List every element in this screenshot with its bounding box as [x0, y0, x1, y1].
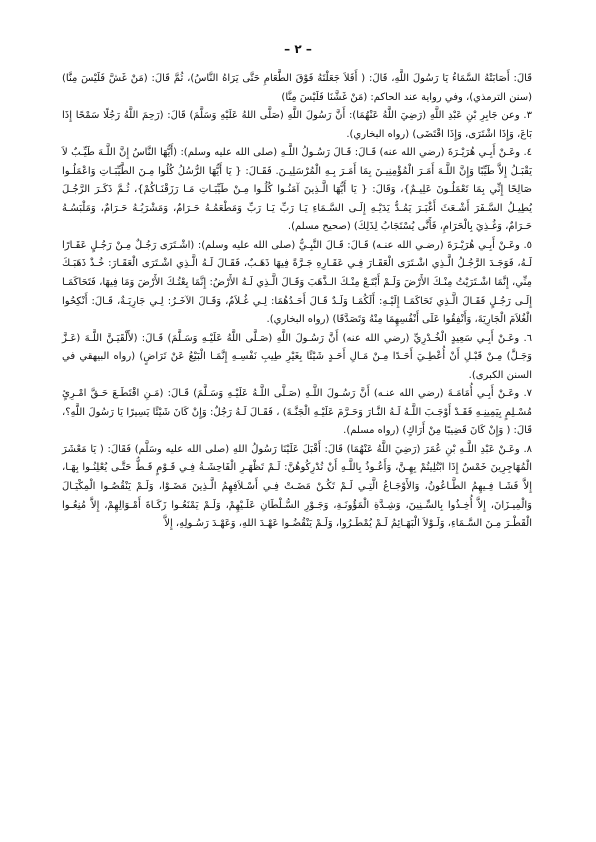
paragraph-hadith-4: ٤. وعَـنْ أَبِـي هُرَيْـرَةَ (رضي الله عنه) قَـالَ: قَـالَ رَسُـولُ اللَّـهِ (صلى الله عليه وسلم): (أَيُّهَا النَّاسُ إِنَّ اللَّـهَ طَيِّـبٌ لاَ يَقْبَـلُ إِلاَّ طَيِّبًا وَإِنَّ اللَّـهَ أَمَـرَ الْمُؤْمِنِيـنَ بِمَا أَمَـرَ بِـهِ الْمُرْسَلِيـنَ. فَقَـالَ: { يَا أَيُّهَا الرُّسُلُ كُلُوا مِـنَ الطَّيِّبَـاتِ وَاعْمَلُـوا صَالِحًا إِنِّي بِمَا تَعْمَلُـونَ عَلِيـمٌ}، وَقَالَ: { يَا أَيُّهَا الَّـذِينَ آمَنُـوا كُلُـوا مِـنْ طَيِّبَـاتِ مَـا رَزَقْنَـاكُمْ}، ثُـمَّ ذَكَـرَ الرَّجُـلَ يُطِيـلُ السَّـفَرَ أَشْـعَثَ أَغْبَـرَ يَمُـدُّ يَدَيْـهِ إِلَـى السَّـمَاءِ يَـا رَبِّ يَـا رَبِّ وَمَطْعَمُـهُ حَـرَامٌ، وَمَشْرَبُـهُ حَـرَامٌ، وَمَلْبَسُـهُ حَـرَامٌ، وَغُـذِيَ بِالْحَرَامِ، فَأَنَّى يُسْتَجَابُ لِذَلِكَ) (صحيح مسلم).	[62, 147, 532, 233]
paragraph-hadith-8: ٨. وعَـنْ عَبْدِ اللَّـهِ بْنِ عُمَرَ (رَضِيَ اللَّهُ عَنْهُمَا) قَالَ: أَقْبَلَ عَلَيْنَا رَسُولُ اللهِ (صلى الله عليه وسَلَّم) فَقَالَ: ( يَا مَعْشَرَ الْمُهَاجِرِينَ خَمْسٌ إِذَا ابْتُلِيتُمْ بِهِـنَّ، وَأَعُـوذُ بِاللَّـهِ أَنْ تُدْرِكُوهُنَّ: لَـمْ تَظْهَـرِ الْفَاحِشَـةُ فِـي قَـوْمٍ قَـطُّ حَتَّـى يُعْلِنُـوا بِهَـا، إِلاَّ فَشَـا فِـيهِمُ الطَّـاعُونُ، وَالأَوْجَـاعُ الَّتِـي لَـمْ تَكُـنْ مَضَـتْ فِـي أَسْـلاَفِهِمُ الَّـذِينَ مَضَـوْا، وَلَـمْ يَنْقُصُـوا الْمِكْيَـالَ وَالْمِيـزَانَ، إِلاَّ أُخِـذُوا بِالسِّـنِينَ، وَشِـدَّةِ الْمَؤُونَـةِ، وَجَـوْرِ السُّـلْطَانِ عَلَـيْهِمْ، وَلَـمْ يَمْنَعُـوا زَكَـاةَ أَمْـوَالِهِمْ، إِلاَّ مُنِعُـوا الْقَطْـرَ مِـنَ السَّـمَاءِ، وَلَـوْلاَ الْبَهَـائِمُ لَـمْ يُمْطَـرُوا، وَلَـمْ يَنْقُضُـوا عَهْـدَ اللهِ، وَعَهْـدَ رَسُـولِهِ، إِلاَّ	[62, 443, 532, 530]
paragraph-continuation: قَالَ: أَصَابَتْهُ السَّمَاءُ يَا رَسُولَ اللَّهِ، قَالَ: ( أَفَلاَ جَعَلْتَهُ فَوْقَ الطَّعَامِ حَتَّى يَرَاهُ النَّاسُ)، ثُمَّ قَالَ: (مَنْ غَشَّ فَلَيْسَ مِنَّا) (سنن الترمذي)، وفي رواية عند الحاكم: (مَنْ غَشَّنَا فَلَيْسَ مِنَّا)	[62, 73, 532, 103]
page-number: – ٢ –	[284, 42, 312, 56]
paragraph-hadith-5: ٥. وعَـنْ أَبِـي هُرَيْـرَةَ (رضـي الله عنـه) قَـالَ: قَـالَ النَّبِـيُّ (صلى الله عليه وسلم): (اشْـتَرَى رَجُـلٌ مِـنْ رَجُـلٍ عَقَـارًا لَـهُ، فَوَجَـدَ الرَّجُـلُ الَّـذِي اشْـتَرَى الْعَقَـارَ فِـي عَقَـارِهِ جَـرَّةً فِيهَا ذَهَـبٌ، فَقَـالَ لَـهُ الَّـذِي اشْـتَرَى الْعَقَـارَ: خُـذْ ذَهَبَـكَ مِنِّي، إِنَّمَا اشْـتَرَيْتُ مِنْـكَ الأَرْضَ وَلَـمْ أَبْتَـعْ مِنْـكَ الـذَّهَبَ وَقَـالَ الَّـذِي لَـهُ الأَرْضُ: إِنَّمَا بِعْتُـكَ الأَرْضَ وَمَا فِيهَا، فَتَحَاكَمَـا إِلَـى رَجُـلٍ فَقَـالَ الَّـذِي تَحَاكَمَـا إِلَيْـهِ: أَلَكُمَـا وَلَـدٌ قَـالَ أَحَـدُهُمَا: لِـي غُـلاَمٌ، وَقَـالَ الآخَـرُ: لِـي جَارِيَـةٌ، قَـالَ: أَنْكِحُوا الْغُلاَمَ الْجَارِيَةَ، وَأَنْفِقُوا عَلَى أَنْفُسِهِمَا مِنْهُ وَتَصَدَّقَا) (رواه البخاري).	[62, 239, 532, 326]
paragraph-hadith-3: ٣. وعن جَابِرِ بْنِ عَبْدِ اللَّهِ (رَضِيَ اللَّهُ عَنْهُمَا): أَنَّ رَسُولَ اللَّهِ (صَلَّى اللهُ عَلَيْهِ وَسَلَّمَ) قَالَ: (رَحِمَ اللَّهُ رَجُلًا سَمْحًا إِذَا بَاعَ، وَإِذَا اشْتَرَى، وَإِذَا اقْتَضَى) (رواه البخاري).	[62, 110, 532, 140]
paragraph-hadith-6: ٦. وعَـنْ أَبِـي سَعِيدٍ الْخُـدْرِيِّ (رضي الله عنه) أَنَّ رَسُـولَ اللَّهِ (صَـلَّى اللَّهُ عَلَيْـهِ وَسَـلَّمَ) قَـالَ: (لأَلْقَيَـنَّ اللَّـهَ (عَـزَّ وَجَـلَّ) مِـنْ قَبْـلِ أَنْ أُعْطِـيَ أَحَـدًا مِـنْ مَـالِ أَحَـدٍ شَيْئًا بِغَيْرِ طِيبِ نَفْسِـهِ إِنَّمَـا الْبَيْعُ عَنْ تَرَاضٍ) (رواه البيهقي في السنن الكبرى).	[62, 332, 532, 381]
document-body	[62, 70, 532, 534]
paragraph-hadith-7: ٧. وعَـنْ أَبِـي أُمَامَـةَ (رضي الله عنـه) أَنَّ رَسُـولَ اللَّـهِ (صَـلَّى اللَّـهُ عَلَيْـهِ وَسَـلَّمَ) قَـالَ: (مَـنِ اقْتَطَـعَ حَـقَّ امْـرِئٍ مُسْـلِمٍ بِيَمِينِـهِ فَقَـدْ أَوْجَـبَ اللَّـهُ لَـهُ النَّـارَ وَحَـرَّمَ عَلَيْـهِ الْجَنَّـةَ) ، فَقَـالَ لَـهُ رَجُلٌ: وَإِنْ كَانَ شَيْئًا يَسِيرًا يَا رَسُولَ اللَّهِ؟، قَالَ: ( وَإِنْ كَانَ قَضِيبًا مِنْ أَرَاكٍ) (رواه مسلم).	[62, 388, 532, 437]
